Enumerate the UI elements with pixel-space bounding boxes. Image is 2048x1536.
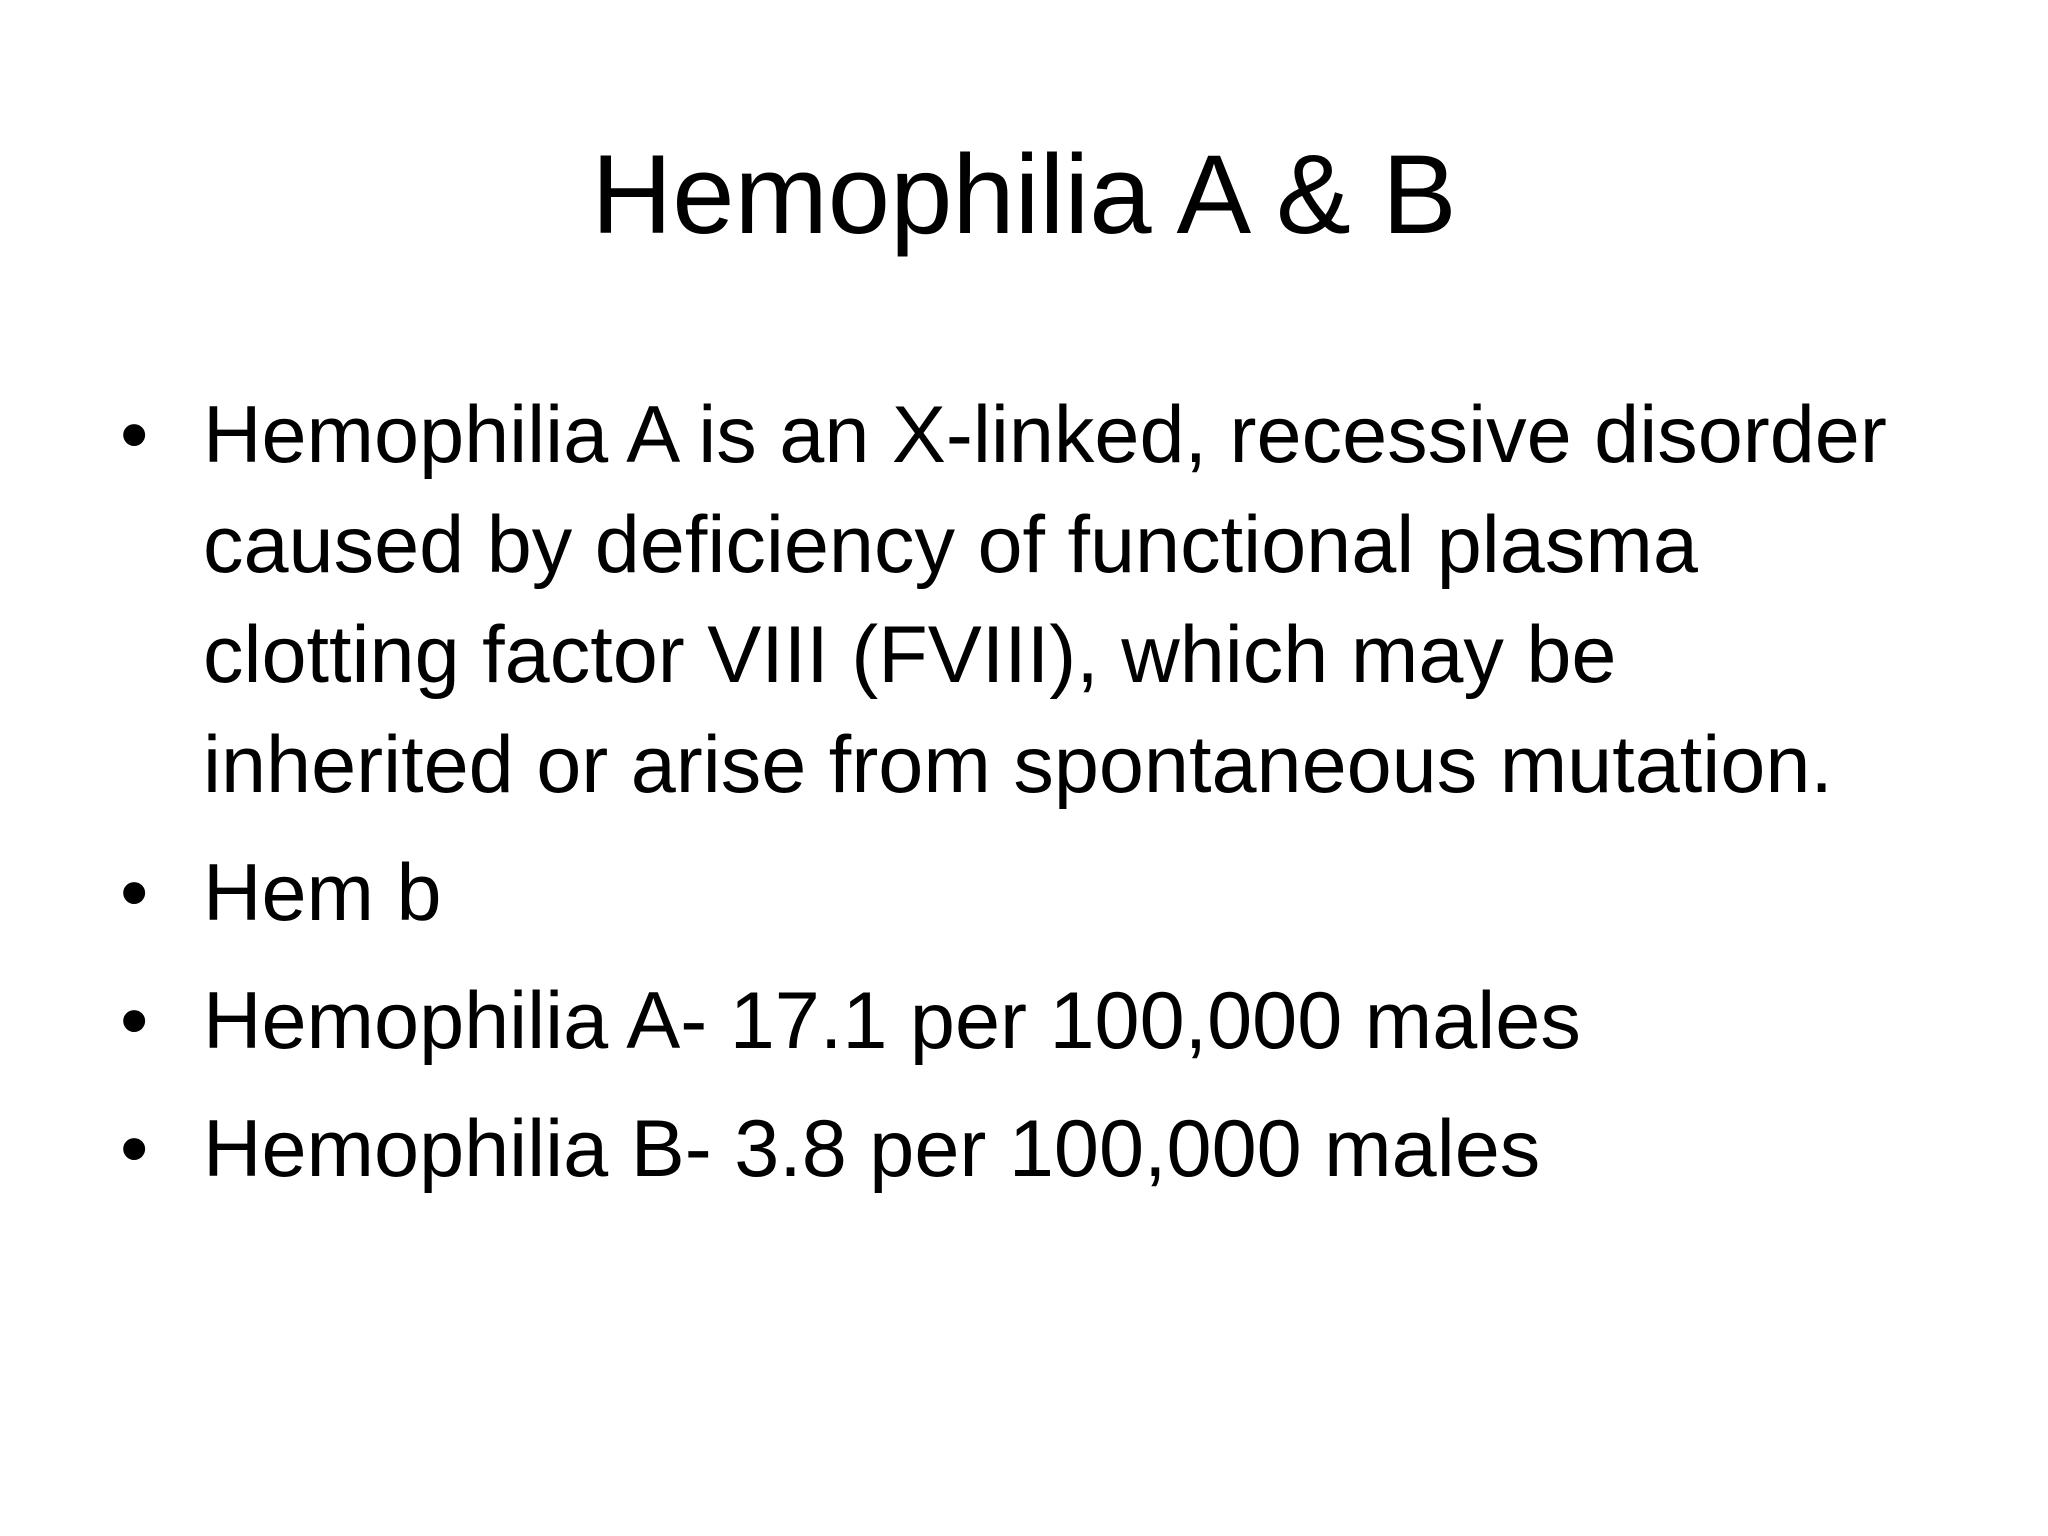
bullet-list — [120, 380, 1940, 1222]
bullet-text: Hemophilia A is an X-linked, recessive disorder caused by deficiency of functional plasma clotting factor VIII (FVIII), which may be inherited or arise from spontaneous mutation. — [203, 390, 1887, 810]
bullet-text: Hemophilia B- 3.8 per 100,000 males — [203, 1104, 1541, 1194]
bullet-text: Hem b — [203, 848, 442, 938]
bullet-item — [120, 966, 1940, 1076]
bullet-item — [120, 838, 1940, 948]
bullet-point-icon: • — [120, 848, 149, 938]
bullet-point-icon: • — [120, 976, 149, 1066]
bullet-item — [120, 380, 1940, 820]
bullet-point-icon: • — [120, 1104, 149, 1194]
bullet-text: Hemophilia A- 17.1 per 100,000 males — [203, 976, 1581, 1066]
slide-title: Hemophilia A & B — [591, 132, 1457, 257]
bullet-item — [120, 1094, 1940, 1204]
bullet-point-icon: • — [120, 390, 149, 480]
